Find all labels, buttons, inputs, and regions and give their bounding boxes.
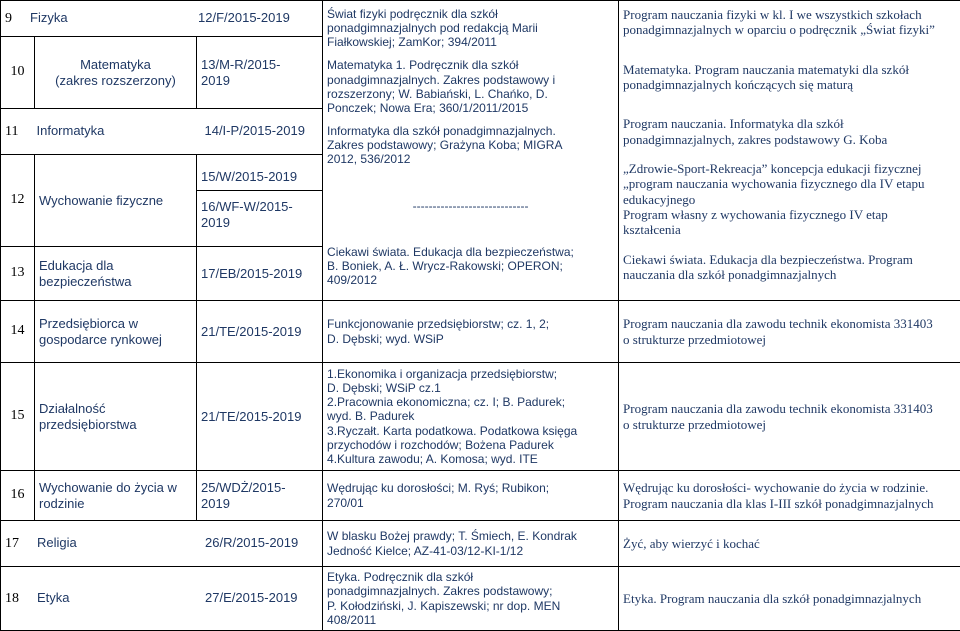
row-number: 18	[5, 591, 19, 606]
program-code: 21/TE/2015-2019	[197, 363, 323, 471]
textbooks-cell	[323, 1, 619, 301]
textbook-physics: Świat fizyki podręcznik dla szkół ponadgimnazjalnych pod redakcją Marii Fiałkowskiej; ZamKor; 394/2011	[327, 7, 614, 49]
textbook: 1.Ekonomika i organizacja przedsiębiorstw; D. Dębski; WSiP cz.1 2.Pracownia ekonomiczna; cz. I; B. Padurek; wyd. B. Padurek 3.Ryczałt. Karta podatkowa. Podatkowa księga przychodów i rozchodów; Bożena Padurek 4.Kultura zawodu; A. Komosa; wyd. ITE	[323, 363, 619, 471]
program: Wędrując ku dorosłości- wychowanie do życia w rodzinie. Program nauczania dla klas I-III szkół ponadgimnazjalnych	[619, 471, 960, 521]
table-row	[1, 1, 960, 37]
program-code: 13/M-R/2015- 2019	[197, 37, 323, 109]
table-row	[1, 567, 960, 631]
table-row	[1, 301, 960, 363]
subject-name: Religia	[37, 535, 187, 550]
row-11-cell	[1, 109, 323, 155]
row-number: 16	[1, 471, 35, 521]
subject-name: Matematyka (zakres rozszerzony)	[35, 37, 197, 109]
subject-name: Edukacja dla bezpieczeństwa	[35, 247, 197, 301]
row-number: 10	[1, 37, 35, 109]
subject-name: Informatyka	[36, 123, 186, 138]
row-17-cell	[1, 521, 323, 567]
program-informatics: Program nauczania. Informatyka dla szkół ponadgimnazjalnych, zakres podstawowy G. Koba	[623, 116, 956, 147]
program-code: 21/TE/2015-2019	[197, 301, 323, 363]
row-number: 13	[1, 247, 35, 301]
program: Program nauczania dla zawodu technik ekonomista 331403 o strukturze przedmiotowej	[619, 363, 960, 471]
row-number: 12	[1, 155, 35, 247]
textbook: Funkcjonowanie przedsiębiorstw; cz. 1, 2; D. Dębski; wyd. WSiP	[323, 301, 619, 363]
subject-name: Działalność przedsiębiorstwa	[35, 363, 197, 471]
program-codes-pe	[197, 155, 323, 247]
program: Program nauczania dla zawodu technik ekonomista 331403 o strukturze przedmiotowej	[619, 301, 960, 363]
textbook-pe-none: -----------------------------	[327, 189, 614, 223]
program-code: 16/WF-W/2015- 2019	[197, 191, 322, 238]
textbook: W blasku Bożej prawdy; T. Śmiech, E. Kondrak Jedność Kielce; AZ-41-03/12-KI-1/12	[323, 521, 619, 567]
programs-cell	[619, 1, 960, 301]
subject-name: Przedsiębiorca w gospodarce rynkowej	[35, 301, 197, 363]
program-code: 12/F/2015-2019	[198, 10, 290, 25]
textbook-informatics: Informatyka dla szkół ponadgimnazjalnych. Zakres podstawowy; Grażyna Koba; MIGRA 2012, 536/2012	[327, 124, 614, 166]
table-row	[1, 363, 960, 471]
program-pe: „Zdrowie-Sport-Rekreacja” koncepcja edukacji fizycznej „program nauczania wychowania fizycznego dla IV etapu edukacyjnego Program własny z wychowania fizycznego IV etap kształcenia	[623, 161, 956, 238]
row-9-cell	[1, 1, 323, 37]
textbook-safety: Ciekawi świata. Edukacja dla bezpieczeństwa; B. Boniek, A. Ł. Wrycz-Rakowski; OPERON; 409/2012	[327, 245, 614, 287]
row-number: 11	[5, 124, 18, 139]
table-row	[1, 521, 960, 567]
program: Żyć, aby wierzyć i kochać	[619, 521, 960, 567]
subject-name: Wychowanie fizyczne	[35, 155, 197, 247]
program-code: 27/E/2015-2019	[205, 590, 298, 605]
program-code: 14/I-P/2015-2019	[204, 123, 304, 138]
program-code: 25/WDŻ/2015- 2019	[197, 471, 323, 521]
row-number: 9	[5, 11, 12, 26]
program: Etyka. Program nauczania dla szkół ponadgimnazjalnych	[619, 567, 960, 631]
row-number: 15	[1, 363, 35, 471]
program-code: 26/R/2015-2019	[205, 535, 298, 550]
row-number: 17	[5, 536, 19, 551]
program-code: 17/EB/2015-2019	[197, 247, 323, 301]
program-physics: Program nauczania fizyki w kl. I we wszystkich szkołach ponadgimnazjalnych w oparciu o podręcznik „Świat fizyki”	[623, 7, 956, 38]
program-safety: Ciekawi świata. Edukacja dla bezpieczeństwa. Program nauczania dla szkół ponadgimnazjalnych	[623, 252, 956, 283]
subject-name: Fizyka	[30, 10, 180, 25]
textbook: Wędrując ku dorosłości; M. Ryś; Rubikon; 270/01	[323, 471, 619, 521]
subject-name: Wychowanie do życia w rodzinie	[35, 471, 197, 521]
row-number: 14	[1, 301, 35, 363]
row-18-cell	[1, 567, 323, 631]
program-math: Matematyka. Program nauczania matematyki dla szkół ponadgimnazjalnych kończących się maturą	[623, 62, 956, 93]
textbook: Etyka. Podręcznik dla szkół ponadgimnazjalnych. Zakres podstawowy; P. Kołodziński, J. Kapiszewski; nr dop. MEN 408/2011	[323, 567, 619, 631]
subject-name: Etyka	[37, 590, 187, 605]
program-code: 15/W/2015-2019	[197, 163, 322, 191]
textbook-math: Matematyka 1. Podręcznik dla szkół ponadgimnazjalnych. Zakres podstawowy i rozszerzony; W. Babiański, L. Chańko, D. Ponczek; Nowa Era; 360/1/2011/2015	[327, 58, 614, 115]
table-row	[1, 471, 960, 521]
